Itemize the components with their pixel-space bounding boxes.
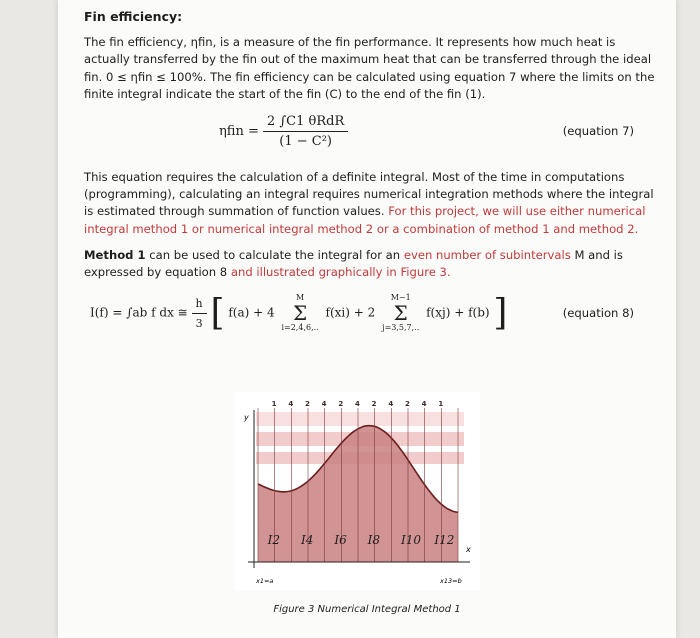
equation-7-numerator: 2 ∫C1 θRdR <box>263 113 348 132</box>
weight-label: 4 <box>388 400 394 408</box>
method-1-text-a: can be used to calculate the integral for an <box>149 247 401 262</box>
left-bracket: [ <box>210 292 225 334</box>
paragraph-fin-efficiency: The fin efficiency, ηfin, is a measure of the fin performance. It represents how much heat is actually transferred by the fin out of the maximum heat that can be transferred through the ideal fin. 0 ≤ ηfin ≤ 100%. The fin efficiency can be calculated using equation 7 where the limits on the finite integral indicate the start of the fin (C) to the end of the fin (1). <box>84 35 655 101</box>
equation-8-h-fraction <box>192 295 207 332</box>
equation-8-h-den: 3 <box>195 316 203 330</box>
equation-8-h-num: h <box>192 295 207 314</box>
x-start-label: x1=a <box>256 577 274 585</box>
paragraph-method-1 <box>84 247 658 281</box>
equation-7-fraction <box>263 113 348 150</box>
sigma-icon: Σ <box>293 301 308 326</box>
figure-3-diagram <box>234 392 480 590</box>
weight-label: 2 <box>338 400 344 408</box>
section-heading: Fin efficiency: <box>84 9 183 24</box>
area-label: I6 <box>334 533 347 547</box>
equation-8-label: (equation 8) <box>562 306 634 321</box>
weight-label: 4 <box>288 400 294 408</box>
equation-7-lhs: ηfin = <box>219 124 259 140</box>
equation-8-body <box>90 293 507 333</box>
weight-label: 2 <box>405 400 410 408</box>
sum-2-upper: M−1 <box>390 293 411 303</box>
equation-7-body <box>219 113 348 150</box>
weight-label: 4 <box>321 400 327 408</box>
document-content <box>84 8 658 357</box>
paragraph-integral-highlight: For this project, we will use either numerical integral method 1 or numerical integral method 2 or a combination of method 1 and method 2. <box>84 204 646 236</box>
weight-label: 1 <box>271 400 277 408</box>
weight-label: 1 <box>438 400 444 408</box>
area-label: I8 <box>367 533 381 547</box>
x-end-label: x13=b <box>440 577 462 585</box>
equation-8-term-a: f(a) + 4 <box>228 305 275 320</box>
method-1-text-b: M and is expressed by equation 8 <box>84 247 623 280</box>
equation-7-denominator: (1 − C²) <box>279 134 332 150</box>
area-label: I4 <box>301 533 314 547</box>
weight-label: 2 <box>305 400 310 408</box>
sum-1-upper: M <box>295 293 305 303</box>
y-axis-label: y <box>244 413 249 422</box>
method-1-highlight-b: and illustrated graphically in Figure 3. <box>230 265 451 280</box>
method-1-highlight-a: even number of subintervals <box>403 247 571 262</box>
right-bracket: ] <box>493 292 508 334</box>
area-label: I12 <box>434 533 455 547</box>
figure-caption: Figure 3 Numerical Integral Method 1 <box>273 604 461 615</box>
equation-8 <box>84 291 658 353</box>
equation-7 <box>84 111 658 163</box>
area-label: I10 <box>401 533 422 547</box>
equation-8-sum-2-term: f(xj) + f(b) <box>426 305 490 320</box>
weight-label: 2 <box>371 400 377 408</box>
paragraph-integral-text: This equation requires the calculation of a definite integral. Most of the time in computations (programming), calculating an integral requires numerical integration methods where the integral is estimated through summation of function values. <box>84 170 654 219</box>
x-axis-label: x <box>466 545 471 554</box>
weight-label: 4 <box>421 400 427 408</box>
equation-8-sum-2 <box>382 293 419 333</box>
equation-8-sum-1-term: f(xi) + 2 <box>325 305 376 320</box>
equation-7-label: (equation 7) <box>562 124 634 139</box>
weight-band <box>256 412 464 426</box>
equation-8-lhs: I(f) = ∫ab f dx ≅ <box>90 305 188 320</box>
equation-8-sum-1 <box>281 293 318 333</box>
sum-2-lower: j=3,5,7,.. <box>382 323 420 333</box>
area-label: I2 <box>267 533 281 547</box>
sigma-icon: Σ <box>393 301 408 326</box>
paragraph-integral <box>84 169 658 238</box>
sum-1-lower: i=2,4,6,.. <box>281 323 319 333</box>
document-page <box>58 0 676 638</box>
weight-label: 4 <box>355 400 360 408</box>
method-1-label: Method 1 <box>84 247 146 262</box>
